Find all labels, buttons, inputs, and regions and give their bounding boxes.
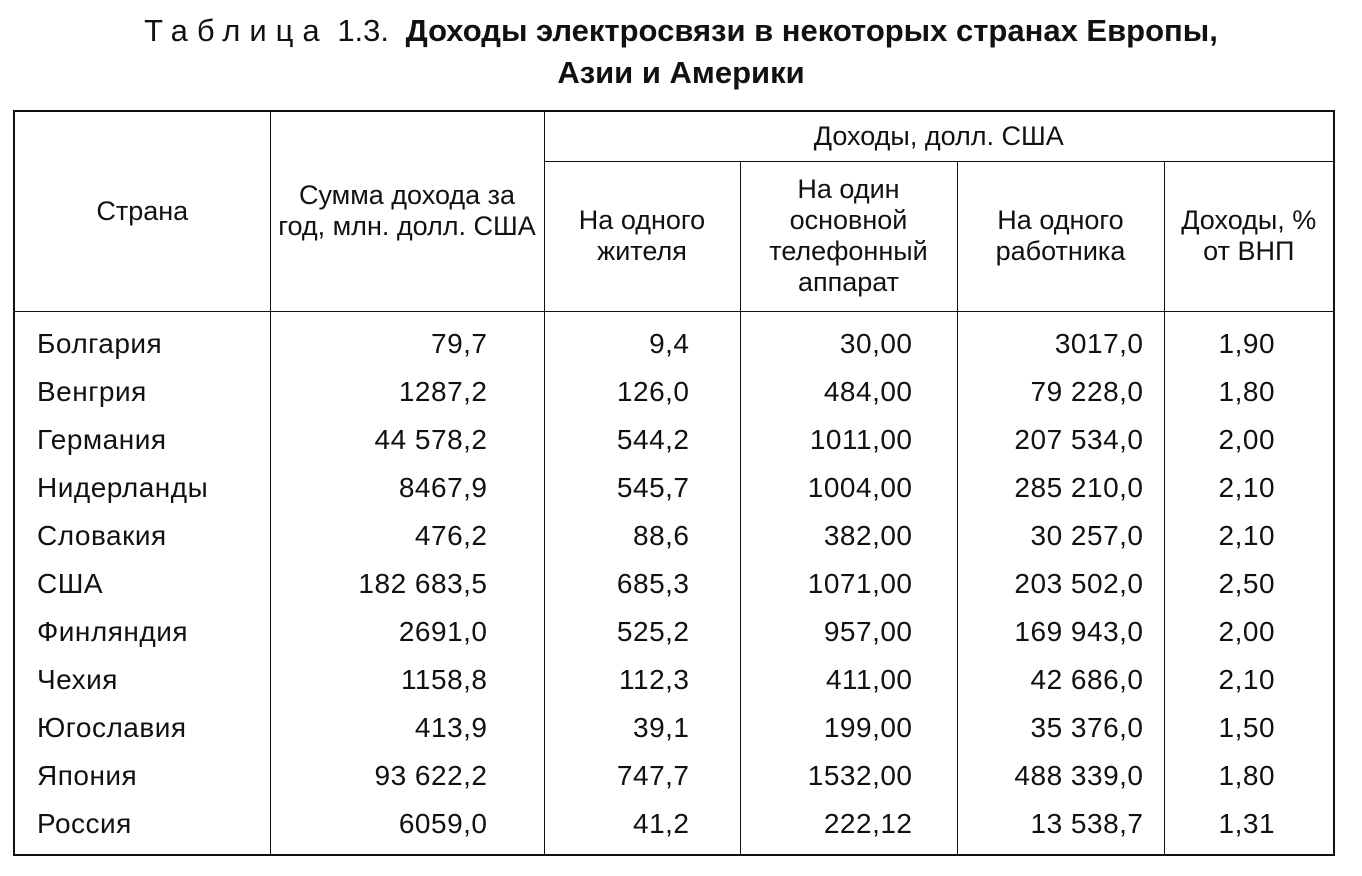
cell-sum: 2691,0 [270, 608, 544, 656]
cell-country: Германия [14, 416, 270, 464]
cell-per-worker: 488 339,0 [957, 752, 1164, 800]
cell-sum: 93 622,2 [270, 752, 544, 800]
cell-per-worker: 30 257,0 [957, 512, 1164, 560]
header-sum: Сумма дохода за год, млн. долл. США [270, 111, 544, 311]
caption-number: 1.3. [337, 13, 390, 48]
cell-sum: 476,2 [270, 512, 544, 560]
cell-gnp: 2,10 [1164, 464, 1334, 512]
cell-country: Финляндия [14, 608, 270, 656]
table-row [14, 560, 1334, 608]
table-row [14, 311, 1334, 368]
cell-gnp: 2,10 [1164, 656, 1334, 704]
cell-sum: 1158,8 [270, 656, 544, 704]
cell-gnp: 1,80 [1164, 368, 1334, 416]
table-row [14, 656, 1334, 704]
header-gnp: Доходы, % от ВНП [1164, 161, 1334, 311]
cell-per-worker: 79 228,0 [957, 368, 1164, 416]
cell-gnp: 1,50 [1164, 704, 1334, 752]
cell-per-resident: 88,6 [544, 512, 740, 560]
cell-country: Россия [14, 800, 270, 855]
header-per-worker: На одного работника [957, 161, 1164, 311]
cell-per-resident: 544,2 [544, 416, 740, 464]
cell-per-phone: 222,12 [740, 800, 957, 855]
cell-per-resident: 685,3 [544, 560, 740, 608]
cell-per-resident: 41,2 [544, 800, 740, 855]
cell-per-phone: 484,00 [740, 368, 957, 416]
cell-country: Словакия [14, 512, 270, 560]
cell-per-phone: 1532,00 [740, 752, 957, 800]
cell-per-worker: 207 534,0 [957, 416, 1164, 464]
table-row [14, 416, 1334, 464]
table-row [14, 704, 1334, 752]
table-row [14, 512, 1334, 560]
cell-per-phone: 382,00 [740, 512, 957, 560]
cell-per-resident: 525,2 [544, 608, 740, 656]
cell-per-worker: 42 686,0 [957, 656, 1164, 704]
cell-gnp: 2,10 [1164, 512, 1334, 560]
table-row [14, 464, 1334, 512]
cell-country: Югославия [14, 704, 270, 752]
cell-per-phone: 199,00 [740, 704, 957, 752]
cell-per-resident: 9,4 [544, 311, 740, 368]
cell-gnp: 1,31 [1164, 800, 1334, 855]
cell-per-phone: 1071,00 [740, 560, 957, 608]
cell-sum: 44 578,2 [270, 416, 544, 464]
cell-per-phone: 957,00 [740, 608, 957, 656]
cell-sum: 1287,2 [270, 368, 544, 416]
table-body [14, 311, 1334, 855]
table-header [14, 111, 1334, 311]
cell-country: Нидерланды [14, 464, 270, 512]
cell-per-resident: 747,7 [544, 752, 740, 800]
cell-gnp: 2,50 [1164, 560, 1334, 608]
cell-sum: 182 683,5 [270, 560, 544, 608]
caption-label: Таблица [144, 13, 329, 48]
table-row [14, 800, 1334, 855]
cell-country: Япония [14, 752, 270, 800]
cell-sum: 6059,0 [270, 800, 544, 855]
cell-gnp: 2,00 [1164, 608, 1334, 656]
cell-per-worker: 203 502,0 [957, 560, 1164, 608]
income-table [13, 110, 1335, 856]
cell-gnp: 1,90 [1164, 311, 1334, 368]
cell-per-resident: 112,3 [544, 656, 740, 704]
cell-per-worker: 285 210,0 [957, 464, 1164, 512]
cell-per-resident: 39,1 [544, 704, 740, 752]
caption-line-1 [0, 10, 1362, 52]
caption-title-line-1: Доходы электросвязи в некоторых странах Европы, [405, 13, 1218, 48]
header-country: Страна [14, 111, 270, 311]
cell-per-worker: 13 538,7 [957, 800, 1164, 855]
cell-country: Венгрия [14, 368, 270, 416]
header-income-group: Доходы, долл. США [544, 111, 1334, 161]
cell-per-worker: 35 376,0 [957, 704, 1164, 752]
table-row [14, 752, 1334, 800]
cell-country: США [14, 560, 270, 608]
cell-per-worker: 169 943,0 [957, 608, 1164, 656]
header-per-phone: На один основной телефонный аппарат [740, 161, 957, 311]
cell-per-worker: 3017,0 [957, 311, 1164, 368]
cell-sum: 79,7 [270, 311, 544, 368]
cell-country: Болгария [14, 311, 270, 368]
caption-title-line-2: Азии и Америки [557, 55, 805, 90]
cell-sum: 413,9 [270, 704, 544, 752]
cell-per-phone: 30,00 [740, 311, 957, 368]
header-per-resident: На одного жителя [544, 161, 740, 311]
cell-gnp: 1,80 [1164, 752, 1334, 800]
table-caption [0, 10, 1362, 94]
caption-line-2 [0, 52, 1362, 94]
cell-per-phone: 411,00 [740, 656, 957, 704]
cell-country: Чехия [14, 656, 270, 704]
cell-gnp: 2,00 [1164, 416, 1334, 464]
cell-per-phone: 1011,00 [740, 416, 957, 464]
table-row [14, 608, 1334, 656]
cell-sum: 8467,9 [270, 464, 544, 512]
cell-per-resident: 126,0 [544, 368, 740, 416]
cell-per-resident: 545,7 [544, 464, 740, 512]
cell-per-phone: 1004,00 [740, 464, 957, 512]
table-row [14, 368, 1334, 416]
